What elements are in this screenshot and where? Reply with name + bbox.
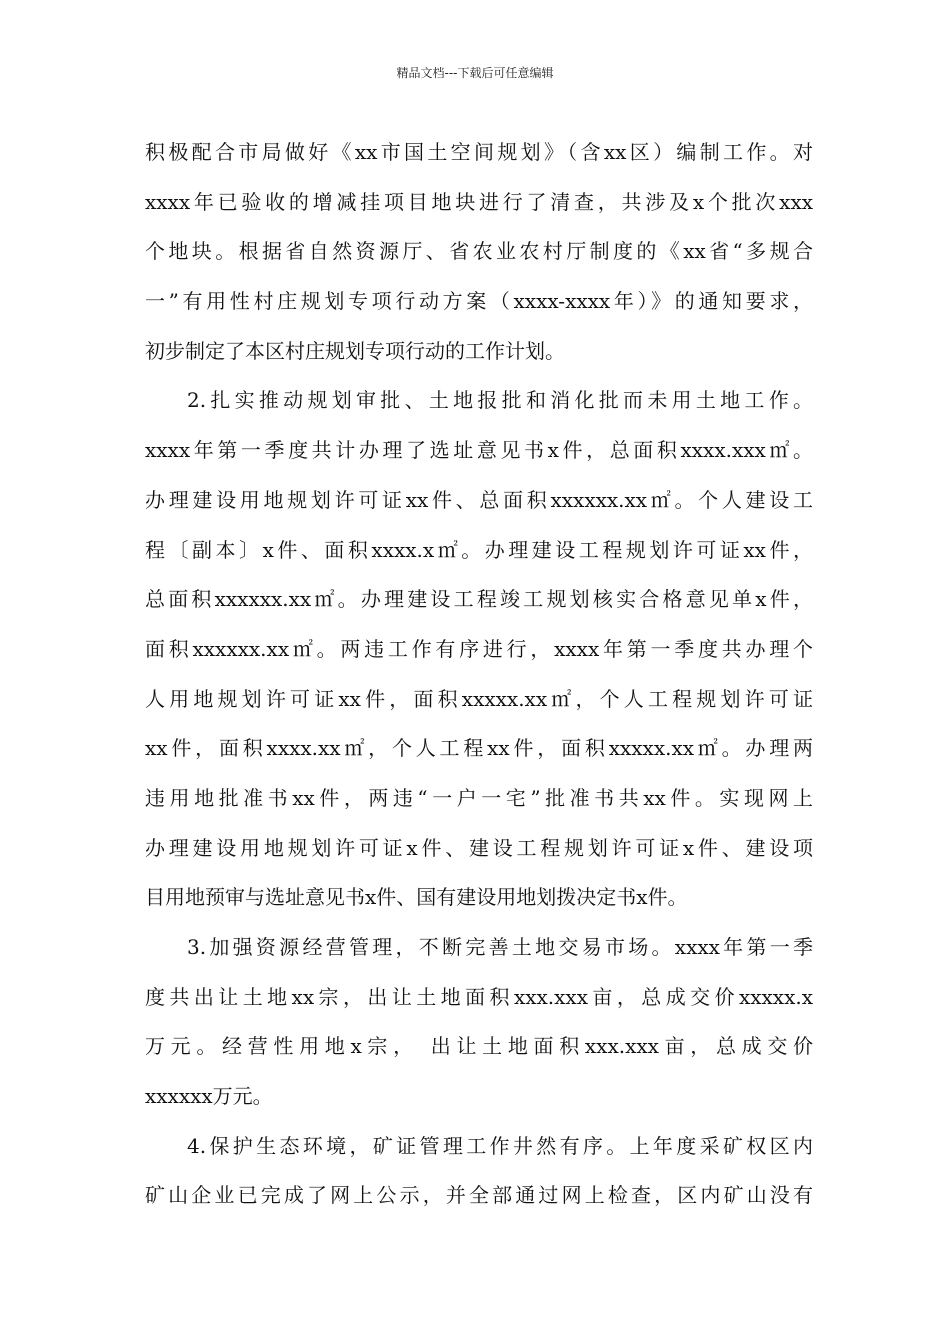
text-line: 万元。经营性用地x宗， 出让土地面积xxx.xxx亩，总成交价 (145, 1034, 813, 1059)
text-line: 度共出让土地xx宗，出让土地面积xxx.xxx亩，总成交价xxxxx.x (145, 984, 813, 1009)
text-line: xxxx年已验收的增减挂项目地块进行了清查，共涉及x个批次xxx (145, 189, 813, 214)
text-line: 个地块。根据省自然资源厅、省农业农村厅制度的《xx省“多规合 (145, 239, 813, 264)
text-line: 违用地批准书xx件，两违“一户一宅”批准书共xx件。实现网上 (145, 785, 813, 810)
text-line: 矿山企业已完成了网上公示，并全部通过网上检查，区内矿山没有 (145, 1183, 813, 1208)
text-line: 人用地规划许可证xx件，面积xxxxx.xx㎡，个人工程规划许可证 (145, 686, 813, 711)
text-line: 程〔副本〕x件、面积xxxx.x㎡。办理建设工程规划许可证xx件， (145, 537, 813, 562)
text-line: 4.保护生态环境，矿证管理工作井然有序。上年度采矿权区内 (187, 1133, 813, 1158)
text-line: 初步制定了本区村庄规划专项行动的工作计划。 (145, 338, 565, 363)
text-line: 3.加强资源经营管理，不断完善土地交易市场。xxxx年第一季 (187, 935, 813, 959)
text-line: 目用地预审与选址意见书x件、国有建设用地划拨决定书x件。 (145, 885, 688, 910)
document-body (145, 128, 813, 1221)
text-line: 积极配合市局做好《xx市国土空间规划》（含xx区）编制工作。对 (145, 140, 813, 164)
text-line: xxxx年第一季度共计办理了选址意见书x件，总面积xxxx.xxx㎡。 (145, 438, 813, 463)
page-header: 精品文档---下载后可任意编辑 (396, 66, 554, 80)
text-line: 一”有用性村庄规划专项行动方案（xxxx-xxxx年）》的通知要求， (145, 289, 813, 314)
text-line: 2.扎实推动规划审批、土地报批和消化批而未用土地工作。 (187, 388, 813, 413)
text-line: 总面积xxxxxx.xx㎡。办理建设工程竣工规划核实合格意见单x件， (145, 587, 813, 612)
text-line: 办理建设用地规划许可证xx件、总面积xxxxxx.xx㎡。个人建设工 (145, 487, 813, 512)
text-line: 面积xxxxxx.xx㎡。两违工作有序进行，xxxx年第一季度共办理个 (145, 636, 813, 661)
text-line: xx件，面积xxxx.xx㎡，个人工程xx件，面积xxxxx.xx㎡。办理两 (145, 736, 813, 761)
text-line: xxxxxx万元。 (145, 1084, 273, 1109)
text-line: 办理建设用地规划许可证x件、建设工程规划许可证x件、建设项 (145, 835, 813, 860)
